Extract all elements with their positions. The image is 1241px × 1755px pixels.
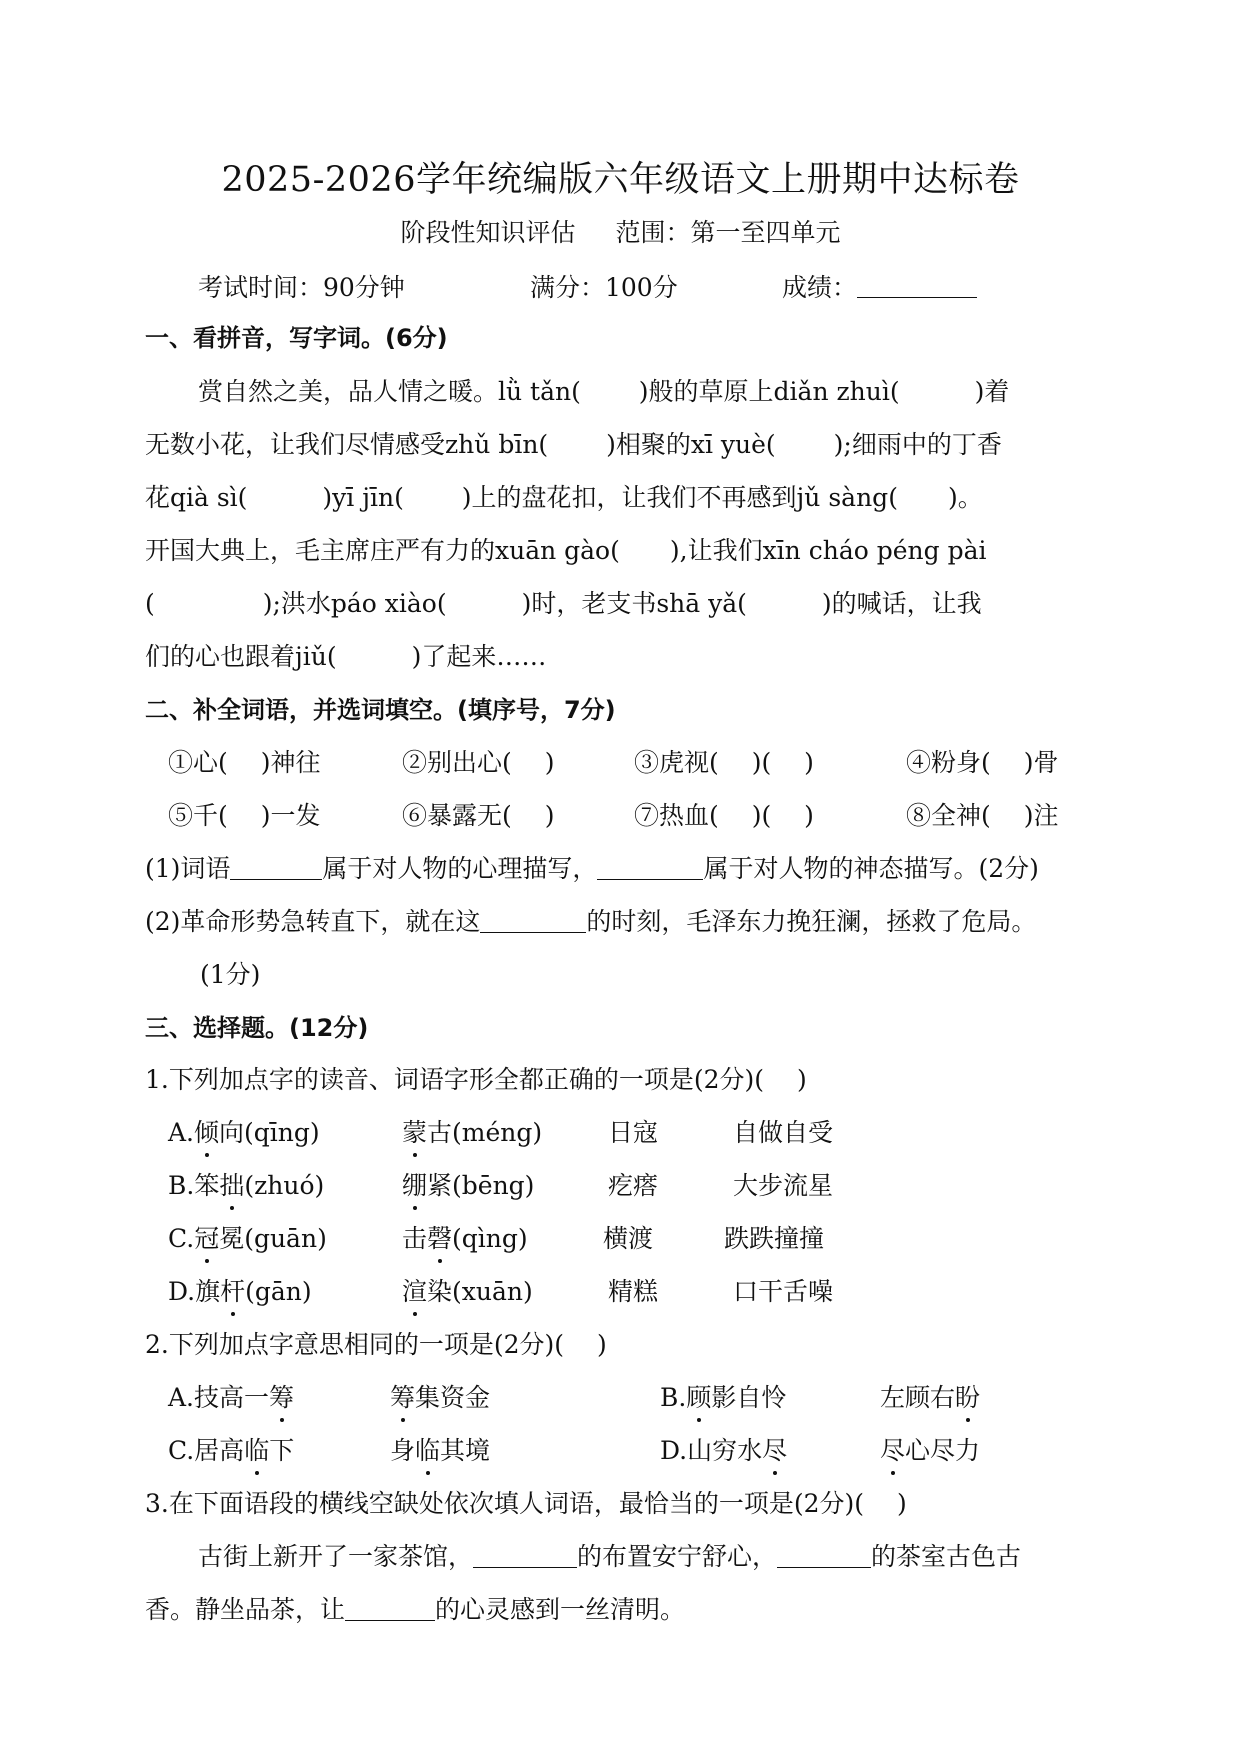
idiom-3: ③虎视( )( ): [634, 748, 814, 777]
section1-line-5: ( );洪水páo xiào( )时，老支书shā yǎ( )的喊话，让我: [145, 589, 982, 618]
choice-q1-stem: 1.下列加点字的读音、词语字形全都正确的一项是(2分)( ): [145, 1065, 807, 1094]
q1-option-d[interactable]: D.旗杆(gān): [168, 1272, 312, 1308]
q1-a-word4: 自做自受: [733, 1118, 834, 1147]
section2-q1: (1)词语 属于对人物的心理描写， 属于对人物的神态描写。(2分): [145, 854, 1039, 883]
idiom-6: ⑥暴露无( ): [402, 801, 555, 830]
idiom-1: ①心( )神往: [168, 748, 321, 777]
q1-option-a[interactable]: A.倾向(qīng): [168, 1113, 320, 1149]
q3-passage-line-1: 古街上新开了一家茶馆， 的布置安宁舒心， 的茶室古色古: [198, 1542, 1022, 1571]
q1-d-word3: 精糕: [608, 1277, 659, 1306]
exam-time: 考试时间：90分钟: [198, 273, 405, 302]
exam-info: [198, 268, 977, 304]
q3-blank-1[interactable]: [473, 1545, 577, 1568]
q1-b-word2: 绷紧(bēng): [402, 1166, 534, 1202]
q2-c-word2: 身临其境: [390, 1431, 490, 1467]
q1-d-word2: 渲染(xuān): [402, 1272, 533, 1308]
idiom-5: ⑤千( )一发: [168, 801, 321, 830]
section1-line-4: 开国大典上，毛主席庄严有力的xuān gào( ),让我们xīn cháo péng pài: [145, 536, 987, 565]
q2-blank[interactable]: [480, 910, 586, 933]
choice-q3-stem: 3.在下面语段的横线空缺处依次填人词语，最恰当的一项是(2分)( ): [145, 1489, 907, 1518]
section2-heading: 二、补全词语，并选词填空。(填序号，7分): [145, 696, 616, 724]
section1-line-1: 赏自然之美，品人情之暖。lǜ tǎn( )般的草原上diǎn zhuì( )着: [198, 377, 1010, 406]
subtitle-scope: 范围：第一至四单元: [615, 218, 841, 247]
q1-blank-b[interactable]: [597, 857, 703, 880]
q1-b-word3: 疙瘩: [608, 1171, 659, 1200]
full-score: 满分：100分: [530, 273, 678, 302]
q1-option-b[interactable]: B.笨拙(zhuó): [168, 1166, 324, 1202]
subtitle-assessment: 阶段性知识评估: [400, 218, 576, 247]
q1-a-word3: 日寇: [608, 1118, 659, 1147]
q2-d-word2: 尽心尽力: [880, 1431, 980, 1467]
idiom-8: ⑧全神( )注: [906, 801, 1059, 830]
section1-line-6: 们的心也跟着jiǔ( )了起来……: [145, 642, 547, 671]
q2-option-a[interactable]: A.技高一筹: [168, 1378, 294, 1414]
q2-option-c[interactable]: C.居高临下: [168, 1431, 294, 1467]
q2-a-word2: 筹集资金: [390, 1378, 490, 1414]
choice-q2-stem: 2.下列加点字意思相同的一项是(2分)( ): [145, 1330, 607, 1359]
q3-blank-2[interactable]: [777, 1545, 871, 1568]
q1-c-word2: 击磬(qìng): [402, 1219, 528, 1255]
q2-option-b[interactable]: B.顾影自怜: [660, 1378, 786, 1414]
q3-blank-3[interactable]: [345, 1598, 435, 1621]
section2-q2-score: (1分): [200, 960, 261, 989]
section1-line-3: 花qià sì( )yī jīn( )上的盘花扣，让我们不再感到jǔ sàng( )。: [145, 483, 983, 512]
q1-blank-a[interactable]: [230, 857, 322, 880]
q1-c-word4: 跌跌撞撞: [724, 1224, 825, 1253]
q1-a-word2: 蒙古(méng): [402, 1113, 542, 1149]
grade-blank[interactable]: [857, 275, 977, 298]
q3-passage-line-2: 香。静坐品茶，让 的心灵感到一丝清明。: [145, 1595, 686, 1624]
idiom-2: ②别出心( ): [402, 748, 555, 777]
q2-b-word2: 左顾右盼: [880, 1378, 980, 1414]
exam-title: 2025-2026学年统编版六年级语文上册期中达标卷: [221, 160, 1020, 200]
idiom-7: ⑦热血( )( ): [634, 801, 814, 830]
q1-option-c[interactable]: C.冠冕(guān): [168, 1219, 327, 1255]
exam-subtitle: [0, 213, 1241, 249]
section1-heading: 一、看拼音，写字词。(6分): [145, 324, 448, 352]
q1-c-word3: 横渡: [603, 1224, 654, 1253]
q1-b-word4: 大步流星: [733, 1171, 834, 1200]
q1-d-word4: 口干舌噪: [733, 1277, 834, 1306]
q2-option-d[interactable]: D.山穷水尽: [660, 1431, 787, 1467]
section2-q2: (2)革命形势急转直下，就在这 的时刻，毛泽东力挽狂澜，拯救了危局。: [145, 907, 1037, 936]
section1-line-2: 无数小花，让我们尽情感受zhǔ bīn( )相聚的xī yuè( );细雨中的丁香: [145, 430, 1002, 459]
grade-label: 成绩：: [782, 273, 858, 302]
section3-heading: 三、选择题。(12分): [145, 1014, 369, 1042]
idiom-4: ④粉身( )骨: [906, 748, 1059, 777]
